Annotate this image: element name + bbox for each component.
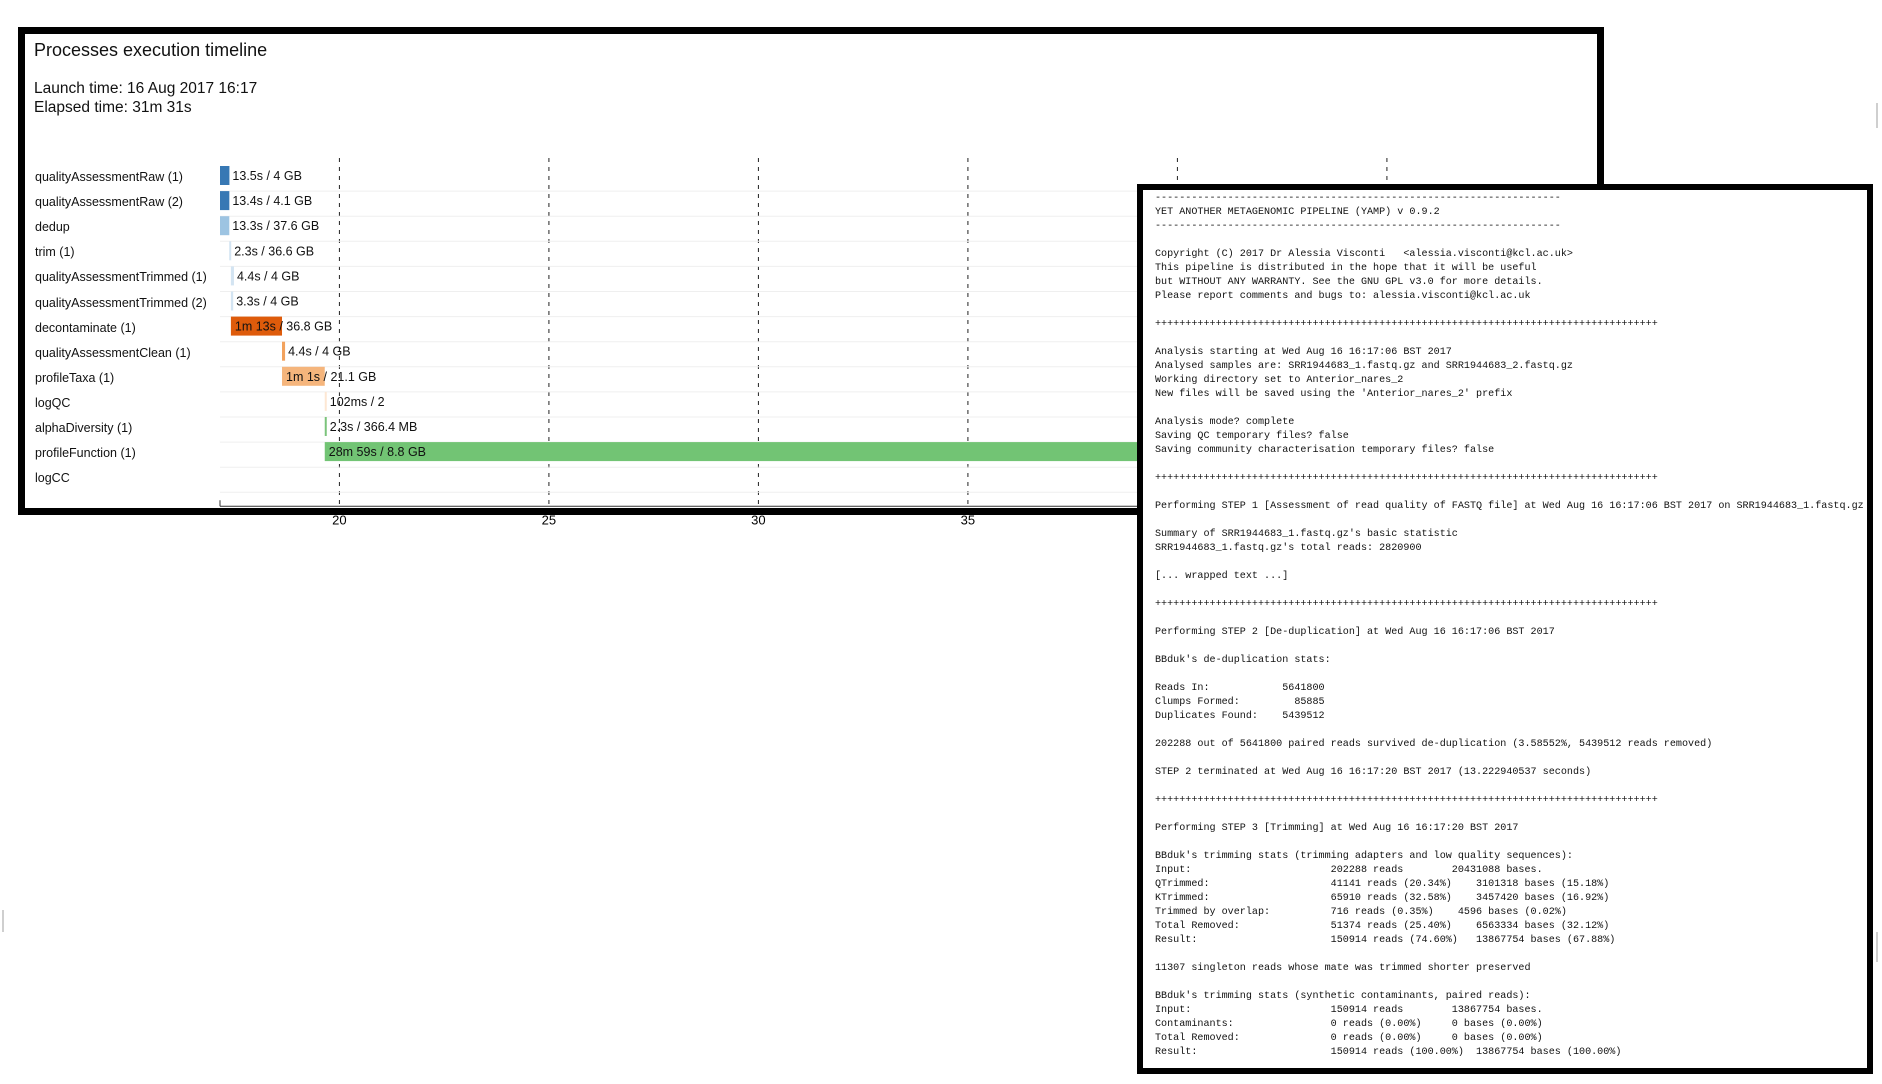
axis-tick-label: 30 xyxy=(751,512,766,528)
log-line: ------------------------------------------------------------------- xyxy=(1155,221,1561,232)
edge-mark xyxy=(1876,932,1878,962)
process-bar-label xyxy=(235,320,332,334)
log-line: Saving community characterisation temporary files? false xyxy=(1155,445,1495,456)
log-line: KTrimmed: 65910 reads (32.58%) 3457420 bases (16.92%) xyxy=(1155,893,1610,904)
process-label: dedup xyxy=(35,220,70,235)
log-line: QTrimmed: 41141 reads (20.34%) 3101318 bases (15.18%) xyxy=(1155,879,1610,890)
log-line: Please report comments and bugs to: alessia.visconti@kcl.ac.uk xyxy=(1155,291,1531,302)
log-line: BBduk's trimming stats (trimming adapters and low quality sequences): xyxy=(1155,851,1573,862)
log-line: +++++++++++++++++++++++++++++++++++++++++++++++++++++++++++++++++++++++++++++++++++ xyxy=(1155,319,1658,330)
launch-time: Launch time: 16 Aug 2017 16:17 xyxy=(34,80,258,97)
log-line: Contaminants: 0 reads (0.00%) 0 bases (0.00%) xyxy=(1155,1019,1543,1030)
log-line: STEP 2 terminated at Wed Aug 16 16:17:20 BST 2017 (13.222940537 seconds) xyxy=(1155,767,1592,778)
process-label: qualityAssessmentClean (1) xyxy=(35,345,191,360)
process-bar xyxy=(231,266,234,285)
process-bar xyxy=(220,191,229,210)
process-bar xyxy=(231,292,233,311)
log-line: Total Removed: 51374 reads (25.40%) 6563334 bases (32.12%) xyxy=(1155,921,1610,932)
log-line: Performing STEP 3 [Trimming] at Wed Aug 16 16:17:20 BST 2017 xyxy=(1155,823,1519,834)
edge-mark xyxy=(1876,103,1878,128)
process-bar xyxy=(229,241,231,260)
log-line: Performing STEP 1 [Assessment of read quality of FASTQ file] at Wed Aug 16 16:17:06 BST 2017 on SRR1944683_1.fastq.gz xyxy=(1155,501,1864,512)
process-label: decontaminate (1) xyxy=(35,320,136,335)
timeline-title: Processes execution timeline xyxy=(34,40,268,60)
log-line: Duplicates Found: 5439512 xyxy=(1155,711,1325,722)
process-bar-label: 4.4s / 4 GB xyxy=(288,344,351,359)
process-label: qualityAssessmentTrimmed (1) xyxy=(35,270,207,285)
process-bar-label xyxy=(286,370,376,384)
process-label: profileTaxa (1) xyxy=(35,370,115,385)
process-bar xyxy=(282,342,285,361)
log-line: ------------------------------------------------------------------- xyxy=(1155,193,1561,204)
log-line: +++++++++++++++++++++++++++++++++++++++++++++++++++++++++++++++++++++++++++++++++++ xyxy=(1155,599,1658,610)
log-line: Summary of SRR1944683_1.fastq.gz's basic statistic xyxy=(1155,529,1458,540)
log-line: +++++++++++++++++++++++++++++++++++++++++++++++++++++++++++++++++++++++++++++++++++ xyxy=(1155,473,1658,484)
process-label: trim (1) xyxy=(35,245,75,260)
log-line: Input: 202288 reads 20431088 bases. xyxy=(1155,865,1543,876)
process-label: qualityAssessmentRaw (1) xyxy=(35,170,183,184)
log-line: Working directory set to Anterior_nares_2 xyxy=(1155,375,1404,386)
log-line: YET ANOTHER METAGENOMIC PIPELINE (YAMP) v 0.9.2 xyxy=(1155,207,1440,218)
log-line: BBduk's de-duplication stats: xyxy=(1155,655,1331,666)
log-line: Copyright (C) 2017 Dr Alessia Visconti <alessia.visconti@kcl.ac.uk> xyxy=(1155,249,1573,260)
log-line: 11307 singleton reads whose mate was trimmed shorter preserved xyxy=(1155,963,1531,974)
process-bar xyxy=(220,216,229,235)
log-line: Analysis starting at Wed Aug 16 16:17:06 BST 2017 xyxy=(1155,347,1452,358)
process-label: qualityAssessmentTrimmed (2) xyxy=(35,295,207,310)
log-line: 202288 out of 5641800 paired reads survived de-duplication (3.58552%, 5439512 reads removed) xyxy=(1155,739,1713,750)
process-label: profileFunction (1) xyxy=(35,446,136,461)
log-line: Result: 150914 reads (100.00%) 13867754 bases (100.00%) xyxy=(1155,1047,1622,1058)
process-bar-label: 4.4s / 4 GB xyxy=(236,269,300,284)
log-line: SRR1944683_1.fastq.gz's total reads: 2820900 xyxy=(1155,543,1422,554)
axis-tick-label: 25 xyxy=(541,512,557,528)
log-line: Clumps Formed: 85885 xyxy=(1155,697,1325,708)
process-bar-label: 13.5s / 4 GB xyxy=(232,169,302,183)
log-line: +++++++++++++++++++++++++++++++++++++++++++++++++++++++++++++++++++++++++++++++++++ xyxy=(1155,795,1658,806)
log-line: [... wrapped text ...] xyxy=(1155,571,1289,582)
process-bar-label: 13.3s / 37.6 GB xyxy=(232,219,320,234)
process-label: logCC xyxy=(35,471,70,486)
log-line: Total Removed: 0 reads (0.00%) 0 bases (0.00%) xyxy=(1155,1033,1543,1044)
process-bar-label: 3.3s / 4 GB xyxy=(236,294,299,309)
bar-duration: 1m 13s xyxy=(234,319,276,334)
log-line: New files will be saved using the 'Anterior_nares_2' prefix xyxy=(1155,389,1513,400)
bar-resources: / 21.1 GB xyxy=(320,369,377,384)
elapsed-time: Elapsed time: 31m 31s xyxy=(34,99,192,116)
process-bar-label: 2.3s / 36.6 GB xyxy=(234,244,315,259)
process-bar xyxy=(325,417,327,436)
process-bar-label: 2.3s / 366.4 MB xyxy=(329,420,418,434)
axis-tick-label: 35 xyxy=(960,512,976,528)
bar-duration: 1m 1s xyxy=(286,369,321,384)
process-label: alphaDiversity (1) xyxy=(35,421,133,435)
log-line: Analysed samples are: SRR1944683_1.fastq.gz and SRR1944683_2.fastq.gz xyxy=(1155,361,1573,372)
process-bar-label: 102ms / 2 xyxy=(329,394,385,409)
edge-mark xyxy=(2,910,4,932)
log-line: Trimmed by overlap: 716 reads (0.35%) 4596 bases (0.02%) xyxy=(1155,907,1567,918)
log-line: This pipeline is distributed in the hope that it will be useful xyxy=(1155,263,1537,274)
log-output xyxy=(1155,192,1864,1060)
log-line: Input: 150914 reads 13867754 bases. xyxy=(1155,1005,1543,1016)
log-line: Analysis mode? complete xyxy=(1155,417,1295,428)
log-line: Saving QC temporary files? false xyxy=(1155,431,1349,442)
log-line: but WITHOUT ANY WARRANTY. See the GNU GPL v3.0 for more details. xyxy=(1155,277,1543,288)
process-bar xyxy=(220,166,229,185)
log-line: Result: 150914 reads (74.60%) 13867754 bases (67.88%) xyxy=(1155,935,1616,946)
process-bar-label: 28m 59s / 8.8 GB xyxy=(328,445,427,460)
process-bar xyxy=(325,392,327,411)
log-line: Reads In: 5641800 xyxy=(1155,683,1325,694)
process-label: logQC xyxy=(35,395,71,410)
log-line: Performing STEP 2 [De-duplication] at Wed Aug 16 16:17:06 BST 2017 xyxy=(1155,627,1555,638)
axis-tick-label: 20 xyxy=(332,512,347,528)
process-label: qualityAssessmentRaw (2) xyxy=(35,195,183,210)
process-bar-label: 13.4s / 4.1 GB xyxy=(232,194,313,209)
log-line: BBduk's trimming stats (synthetic contaminants, paired reads): xyxy=(1155,991,1531,1002)
bar-resources: / 36.8 GB xyxy=(275,319,333,334)
log-panel xyxy=(1137,184,1873,1074)
